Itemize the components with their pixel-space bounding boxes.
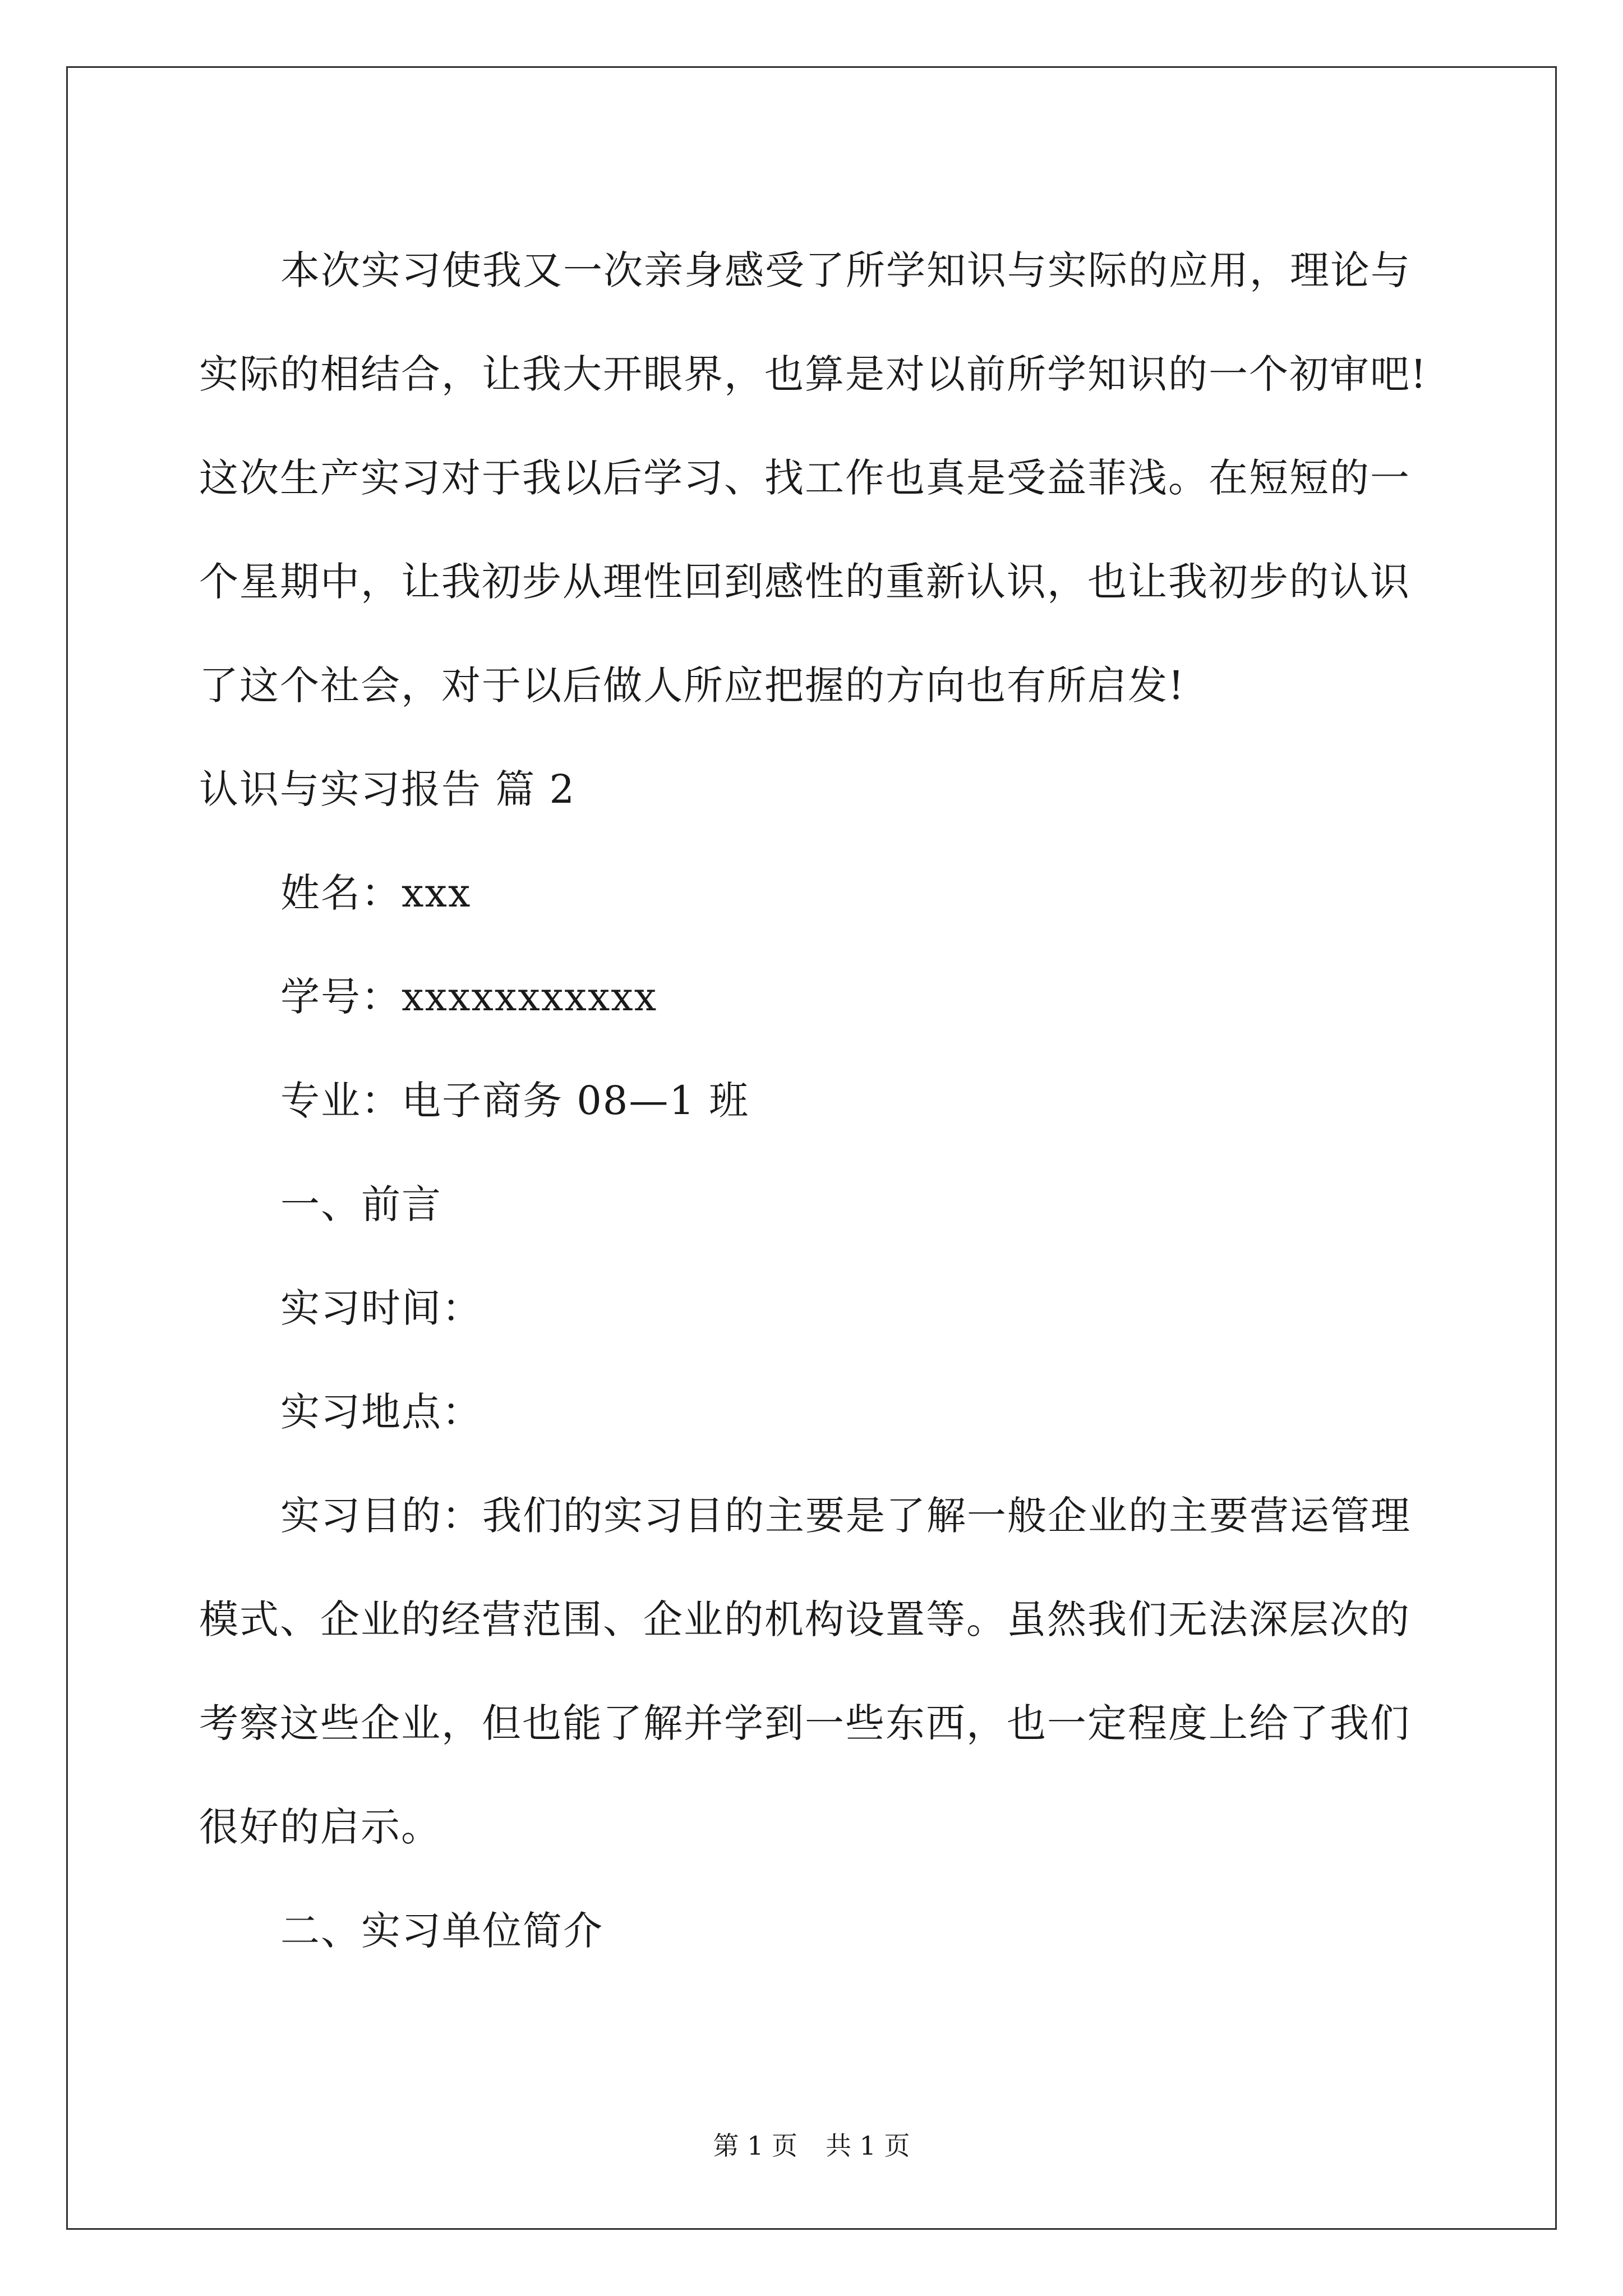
internship-location-field: 实习地点： xyxy=(280,1389,482,1435)
paragraph-line: 这次生产实习对于我以后学习、找工作也真是受益菲浅。在短短的一 xyxy=(199,455,1410,501)
internship-time-field: 实习时间： xyxy=(280,1285,482,1331)
subheading-unit-intro: 二、实习单位简介 xyxy=(280,1908,603,1954)
page-number: 第 1 页 xyxy=(713,2131,797,2161)
student-id-field: 学号：xxxxxxxxxxx xyxy=(280,974,658,1020)
section-heading: 认识与实习报告 篇 2 xyxy=(199,766,576,812)
document-body xyxy=(199,219,1433,1983)
major-field: 专业：电子商务 08—1 班 xyxy=(280,1078,750,1124)
paragraph-line: 实际的相结合，让我大开眼界，也算是对以前所学知识的一个初审吧! xyxy=(199,351,1428,397)
name-field: 姓名：xxx xyxy=(280,870,472,916)
page-total: 共 1 页 xyxy=(826,2131,910,2161)
paragraph-line: 个星期中，让我初步从理性回到感性的重新认识，也让我初步的认识 xyxy=(199,559,1410,605)
paragraph-line: 本次实习使我又一次亲身感受了所学知识与实际的应用，理论与 xyxy=(280,247,1411,293)
paragraph-line: 考察这些企业，但也能了解并学到一些东西，也一定程度上给了我们 xyxy=(199,1700,1410,1746)
paragraph-line: 很好的启示。 xyxy=(199,1804,441,1850)
subheading-preface: 一、前言 xyxy=(280,1181,442,1227)
paragraph-line: 模式、企业的经营范围、企业的机构设置等。虽然我们无法深层次的 xyxy=(199,1596,1410,1642)
page-footer xyxy=(0,2129,1623,2162)
paragraph-line: 实习目的：我们的实习目的主要是了解一般企业的主要营运管理 xyxy=(280,1493,1411,1539)
paragraph-line: 了这个社会，对于以后做人所应把握的方向也有所启发! xyxy=(199,662,1186,708)
